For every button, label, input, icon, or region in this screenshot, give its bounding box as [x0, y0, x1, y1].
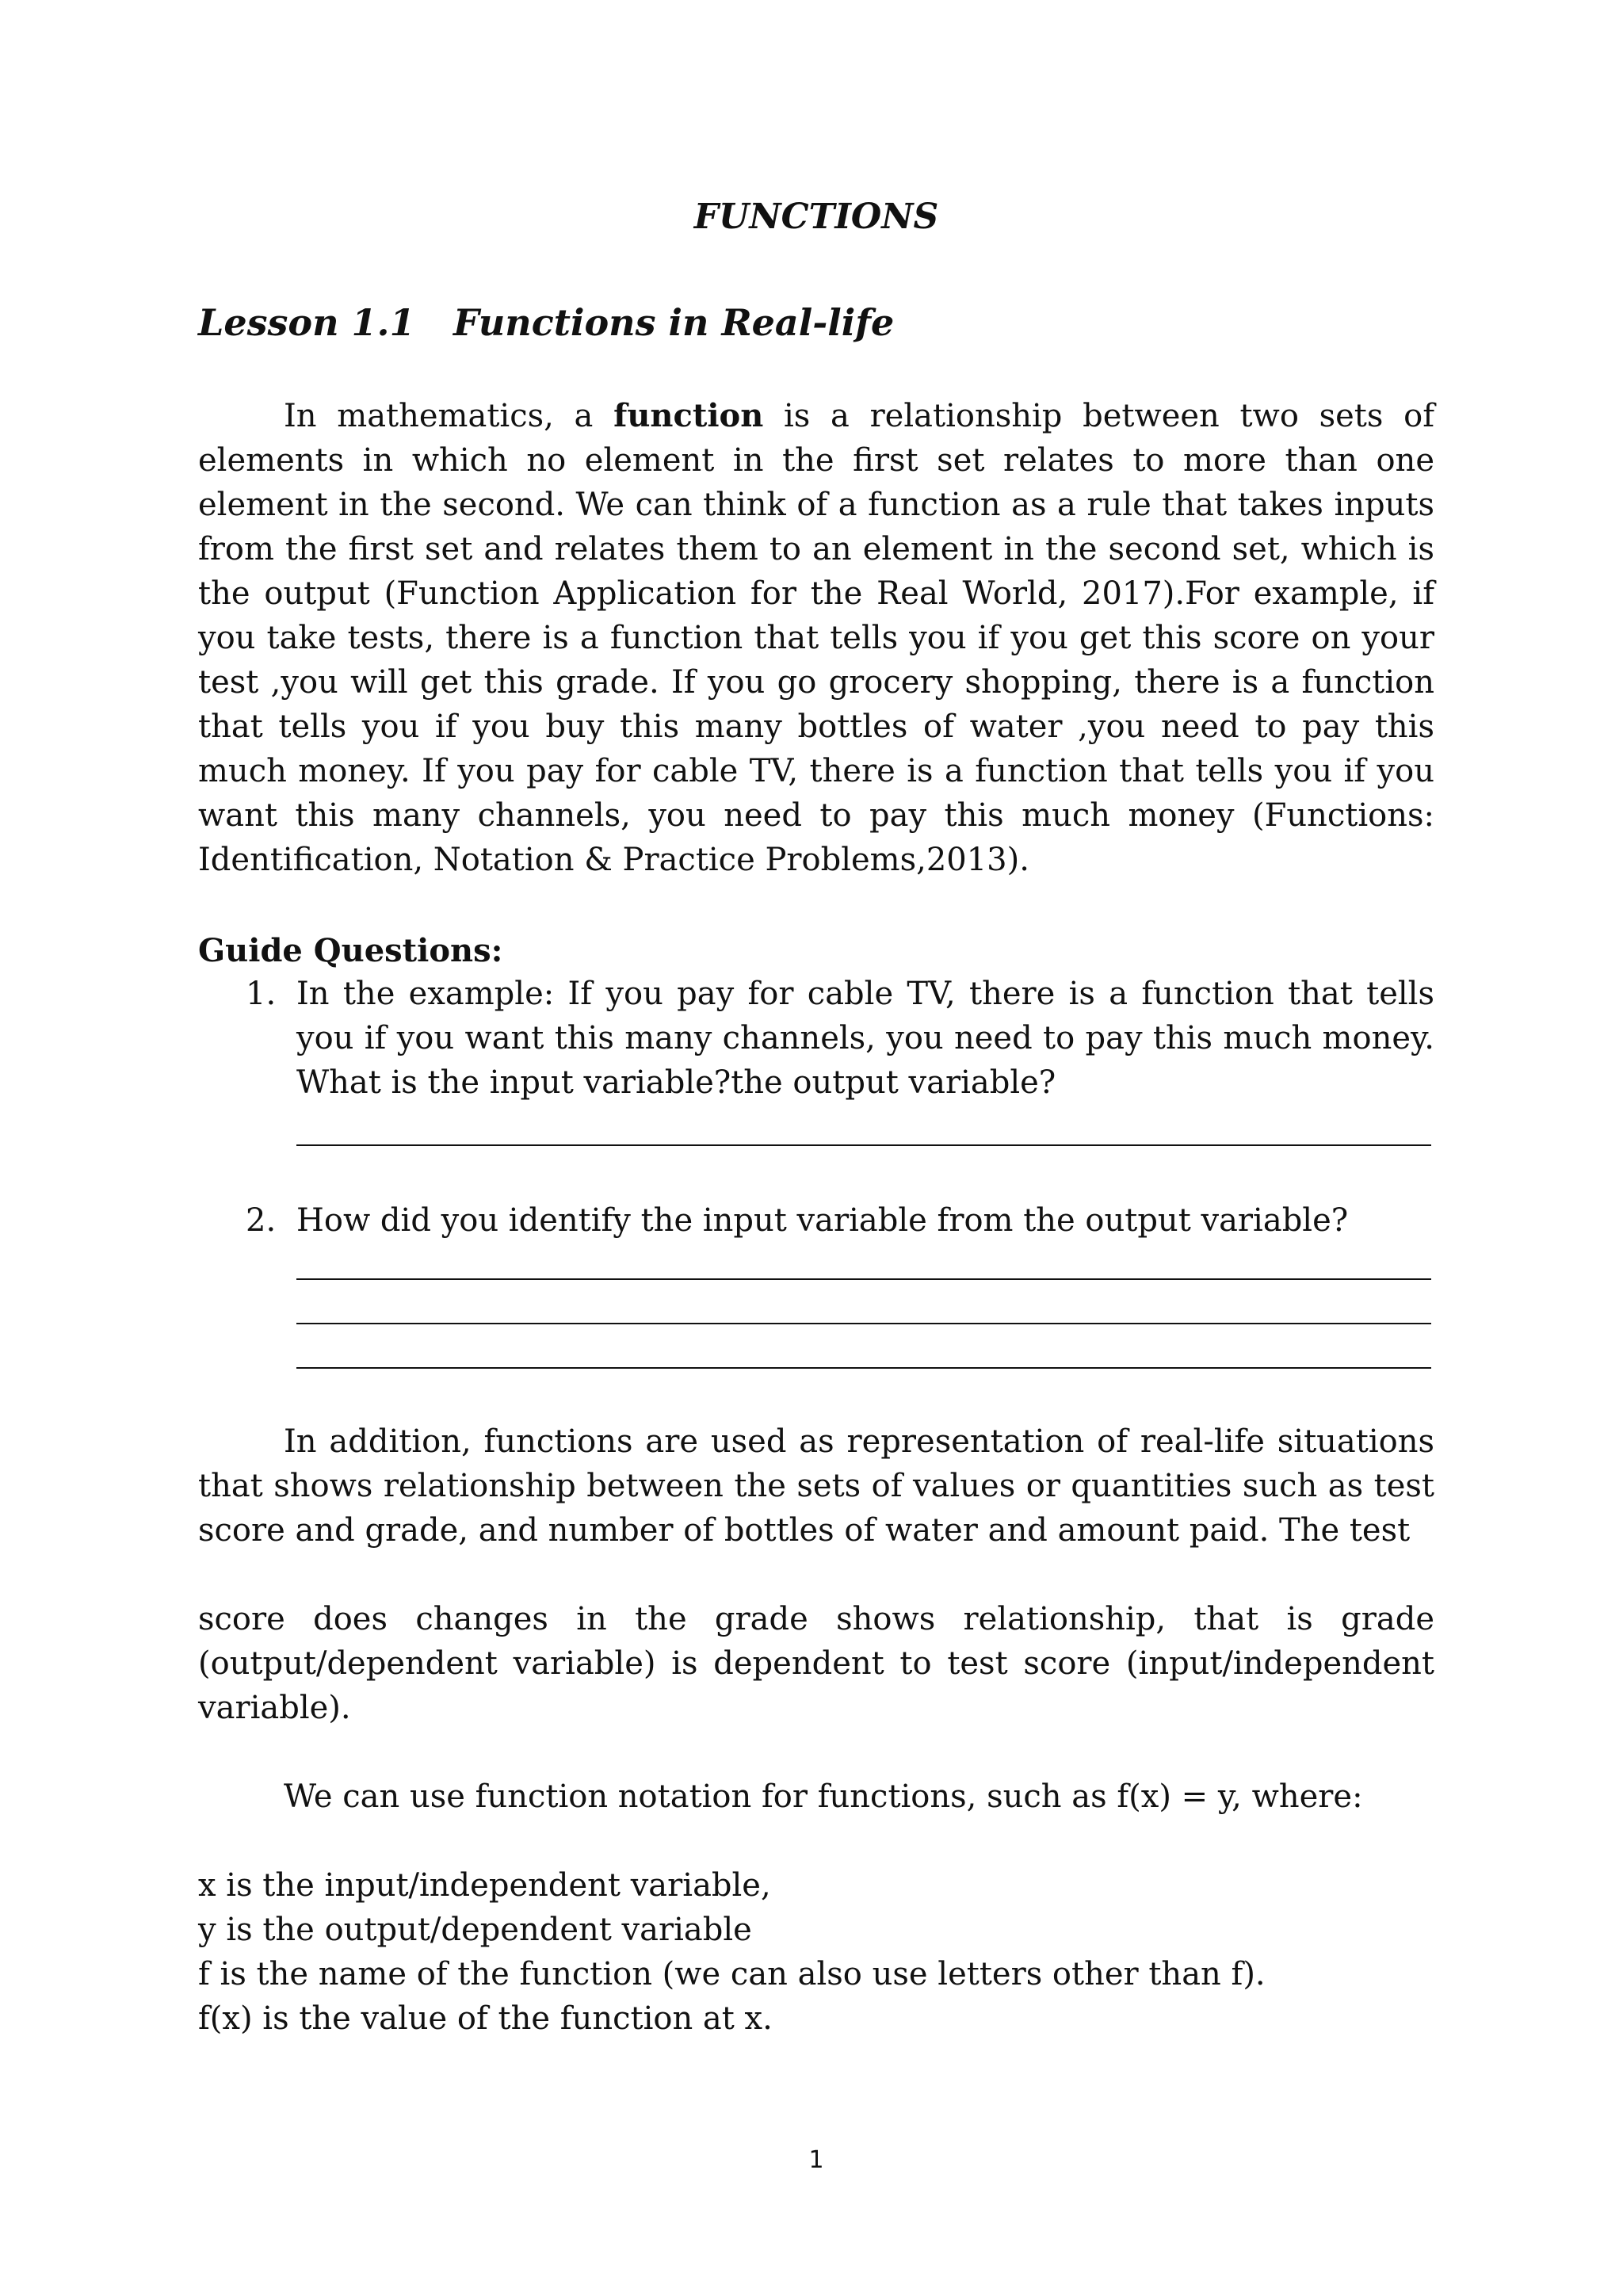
definition-item: x is the input/independent variable, [198, 1867, 771, 1904]
score-paragraph [198, 1597, 1434, 1730]
intro-paragraph [198, 394, 1434, 882]
guide-questions-heading: Guide Questions: [198, 932, 503, 969]
intro-text-start: In mathematics, a [284, 398, 614, 434]
function-term: function [613, 397, 764, 434]
document-page [198, 0, 1434, 2296]
addition-paragraph [198, 1419, 1434, 1553]
answer-line[interactable] [296, 1144, 1431, 1146]
notation-text: We can use function notation for functions, such as f(x) = y, where: [284, 1778, 1363, 1815]
question-text: How did you identify the input variable from the output variable? [296, 1202, 1349, 1239]
question-number: 1. [246, 976, 277, 1012]
definition-item: y is the output/dependent variable [198, 1912, 752, 1948]
addition-text: In addition, functions are used as representation of real-life situations that shows relationship between the sets of values or quantities such as test score and grade, and number of bottles of water and amount paid. The test [198, 1423, 1434, 1549]
definitions-list [198, 1863, 1434, 2041]
document-title: FUNCTIONS [693, 197, 939, 237]
lesson-title: Functions in Real-life [453, 301, 895, 344]
lesson-heading [198, 301, 894, 344]
answer-line[interactable] [296, 1278, 1431, 1280]
guide-question-2 [198, 1198, 1434, 1243]
page-number: 1 [808, 2146, 824, 2174]
notation-paragraph [198, 1775, 1434, 1819]
lesson-number: Lesson 1.1 [198, 301, 415, 344]
intro-text-rest: is a relationship between two sets of elements in which no element in the first set relates to more than one element in the second. We can think of a function as a rule that takes inputs from the first set and relates them to an element in the second set, which is the output (Function Application for the Real World, 2017).For example, if you take tests, there is a function that tells you if you get this score on your test ,you will get this grade. If you go grocery shopping, there is a function that tells you if you buy this many bottles of water ,you need to pay this much money. If you pay for cable TV, there is a function that tells you if you want this many channels, you need to pay this much money (Functions: Identification, Notation & Practice Problems,2013). [198, 398, 1434, 878]
question-text: In the example: If you pay for cable TV, there is a function that tells you if you want this many channels, you need to pay this much money. What is the input variable?the output variable? [296, 976, 1434, 1101]
definition-item: f(x) is the value of the function at x. [198, 2000, 773, 2037]
answer-line[interactable] [296, 1367, 1431, 1369]
answer-line[interactable] [296, 1323, 1431, 1324]
question-number: 2. [246, 1202, 277, 1239]
guide-question-1 [198, 972, 1434, 1105]
score-text: score does changes in the grade shows relationship, that is grade (output/dependent variable) is dependent to test score (input/independent variable). [198, 1601, 1434, 1726]
definition-item: f is the name of the function (we can also use letters other than f). [198, 1956, 1266, 1992]
